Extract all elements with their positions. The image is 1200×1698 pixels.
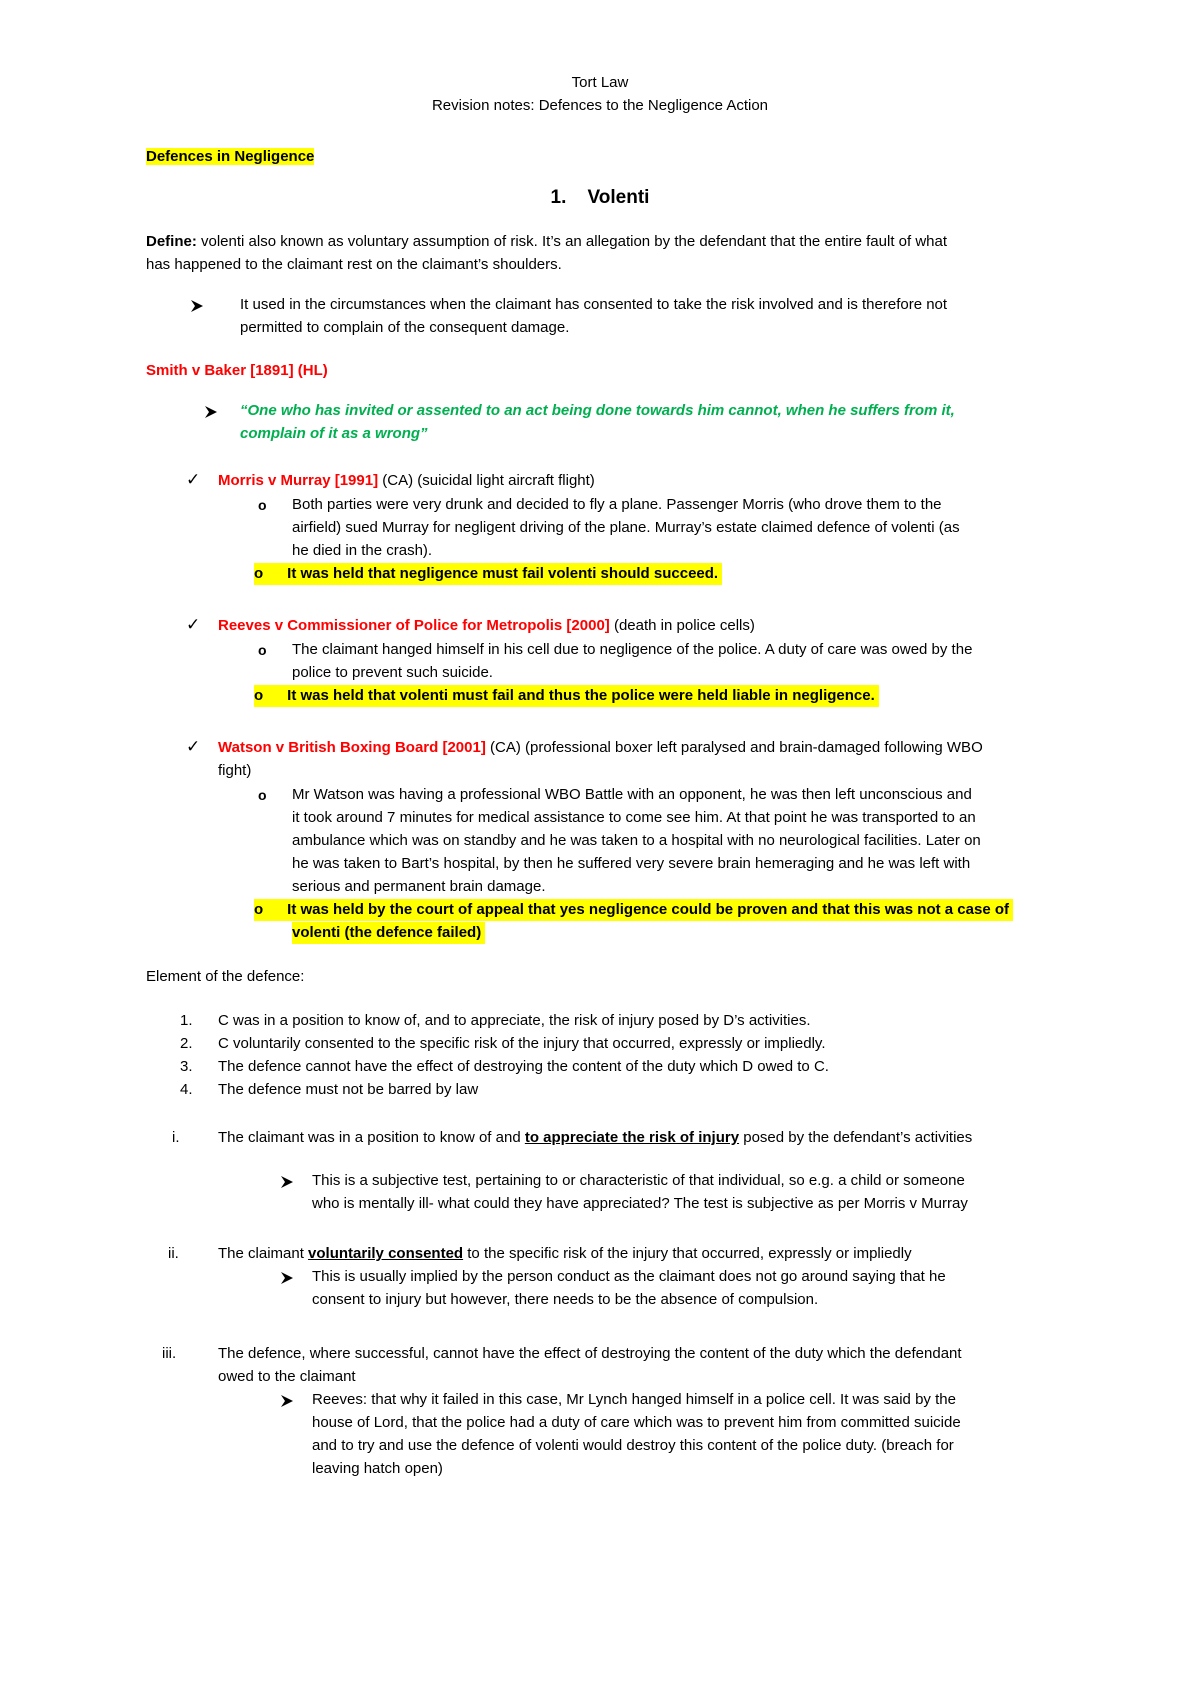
arrow-bullet-icon <box>190 299 204 313</box>
quote-line-2: complain of it as a wrong” <box>240 425 428 442</box>
case-title-smith-v-baker: Smith v Baker [1891] (HL) <box>146 362 328 379</box>
section-heading: Defences in Negligence <box>146 148 315 165</box>
circle-bullet-icon: o <box>258 642 267 658</box>
arrow-bullet-icon <box>280 1175 294 1189</box>
roman-iii-bullet-line: Reeves: that why it failed in this case, Mr Lynch hanged himself in a police cell. It was said by the <box>312 1391 956 1408</box>
roman-i-bullet-line: who is mentally ill- what could they have appreciated? The test is subjective as per Morris v Murray <box>312 1195 968 1212</box>
roman-iii-bullet-line: and to try and use the defence of volenti would destroy this content of the police duty. (breach for <box>312 1437 954 1454</box>
case-facts-line: Mr Watson was having a professional WBO Battle with an opponent, he was then left unconscious and <box>292 786 972 803</box>
roman-item-ii: The claimant voluntarily consented to the specific risk of the injury that occurred, expressly or impliedly <box>218 1245 912 1262</box>
case-facts-line: Both parties were very drunk and decided to fly a plane. Passenger Morris (who drove them to the <box>292 496 942 513</box>
define-line-2: has happened to the claimant rest on the claimant’s shoulders. <box>146 256 562 273</box>
case-facts-line: ambulance which was on standby and he was taken to a hospital with no neurological facilities. Later on <box>292 832 981 849</box>
usage-line-2: permitted to complain of the consequent damage. <box>240 319 570 336</box>
define-label: Define: <box>146 233 197 250</box>
case-held-watson-cont: volenti (the defence failed) <box>292 922 485 944</box>
elements-list-number: 1. <box>180 1012 193 1029</box>
elements-list-number: 4. <box>180 1081 193 1098</box>
check-mark-icon: ✓ <box>186 615 201 634</box>
quote-line-1: “One who has invited or assented to an act being done towards him cannot, when he suffers from it, <box>240 402 955 419</box>
roman-iii-bullet-line: house of Lord, that the police had a duty of care which was to prevent him from committed suicide <box>312 1414 961 1431</box>
roman-numeral: ii. <box>168 1245 179 1262</box>
case-name: Morris v Murray [1991] <box>218 472 379 489</box>
elements-list-item: The defence cannot have the effect of destroying the content of the duty which D owed to C. <box>218 1058 829 1075</box>
heading-title: Volenti <box>587 187 650 208</box>
case-facts-line: airfield) sued Murray for negligent driving of the plane. Murray’s estate claimed defence of volenti (as <box>292 519 960 536</box>
roman-item-iii: The defence, where successful, cannot have the effect of destroying the content of the duty which the defendant <box>218 1345 962 1362</box>
case-name: Reeves v Commissioner of Police for Metropolis [2000] <box>218 617 610 634</box>
roman-numeral: iii. <box>162 1345 177 1362</box>
case-facts-line: it took around 7 minutes for medical assistance to come see him. At that point he was transported to an <box>292 809 976 826</box>
roman-i-bullet-line: This is a subjective test, pertaining to or characteristic of that individual, so e.g. a child or someone <box>312 1172 965 1189</box>
heading-number: 1. <box>550 187 567 208</box>
case-facts-line: The claimant hanged himself in his cell due to negligence of the police. A duty of care was owed by the <box>292 641 973 658</box>
check-mark-icon: ✓ <box>186 470 201 489</box>
case-heading-morris: Morris v Murray [1991] (CA) (suicidal light aircraft flight) <box>218 472 595 489</box>
course-title: Tort Law <box>571 74 629 91</box>
case-heading-watson: Watson v British Boxing Board [2001] (CA) (professional boxer left paralysed and brain-damaged following WBO <box>218 739 983 756</box>
arrow-bullet-icon <box>280 1394 294 1408</box>
check-mark-icon: ✓ <box>186 737 201 756</box>
case-facts-line: he was taken to Bart’s hospital, by then he suffered very severe brain hemeraging and he was left with <box>292 855 971 872</box>
roman-numeral: i. <box>172 1129 180 1146</box>
case-heading-watson-cont: fight) <box>218 762 252 779</box>
elements-list-item: C was in a position to know of, and to appreciate, the risk of injury posed by D’s activities. <box>218 1012 811 1029</box>
case-facts-line: he died in the crash). <box>292 542 433 559</box>
volenti-heading <box>0 187 1200 209</box>
case-facts-line: serious and permanent brain damage. <box>292 878 546 895</box>
case-held-watson: o It was held by the court of appeal that yes negligence could be proven and that this was not a case of <box>254 899 1013 921</box>
roman-ii-bullet-line: consent to injury but however, there needs to be the absence of compulsion. <box>312 1291 819 1308</box>
elements-intro: Element of the defence: <box>146 968 305 985</box>
case-held-morris: o It was held that negligence must fail volenti should succeed. <box>254 563 722 585</box>
document-subtitle: Revision notes: Defences to the Negligence Action <box>431 97 769 114</box>
roman-item-iii-cont: owed to the claimant <box>218 1368 356 1385</box>
arrow-bullet-icon <box>204 405 218 419</box>
circle-bullet-icon: o <box>258 497 267 513</box>
arrow-bullet-icon <box>280 1271 294 1285</box>
roman-item-i: The claimant was in a position to know of and to appreciate the risk of injury posed by the defendant’s activities <box>218 1129 973 1146</box>
circle-bullet-icon: o <box>258 787 267 803</box>
usage-line-1: It used in the circumstances when the claimant has consented to take the risk involved and is therefore not <box>240 296 948 313</box>
define-line-1: Define: volenti also known as voluntary assumption of risk. It’s an allegation by the defendant that the entire fault of what <box>146 233 948 250</box>
case-heading-reeves: Reeves v Commissioner of Police for Metropolis [2000] (death in police cells) <box>218 617 755 634</box>
elements-list-item: C voluntarily consented to the specific risk of the injury that occurred, expressly or impliedly. <box>218 1035 826 1052</box>
case-name: Watson v British Boxing Board [2001] <box>218 739 486 756</box>
case-held-reeves: o It was held that volenti must fail and thus the police were held liable in negligence. <box>254 685 879 707</box>
elements-list-number: 3. <box>180 1058 193 1075</box>
elements-list-item: The defence must not be barred by law <box>218 1081 479 1098</box>
elements-list-number: 2. <box>180 1035 193 1052</box>
case-facts-line: police to prevent such suicide. <box>292 664 493 681</box>
roman-iii-bullet-line: leaving hatch open) <box>312 1460 443 1477</box>
roman-ii-bullet-line: This is usually implied by the person conduct as the claimant does not go around saying that he <box>312 1268 946 1285</box>
